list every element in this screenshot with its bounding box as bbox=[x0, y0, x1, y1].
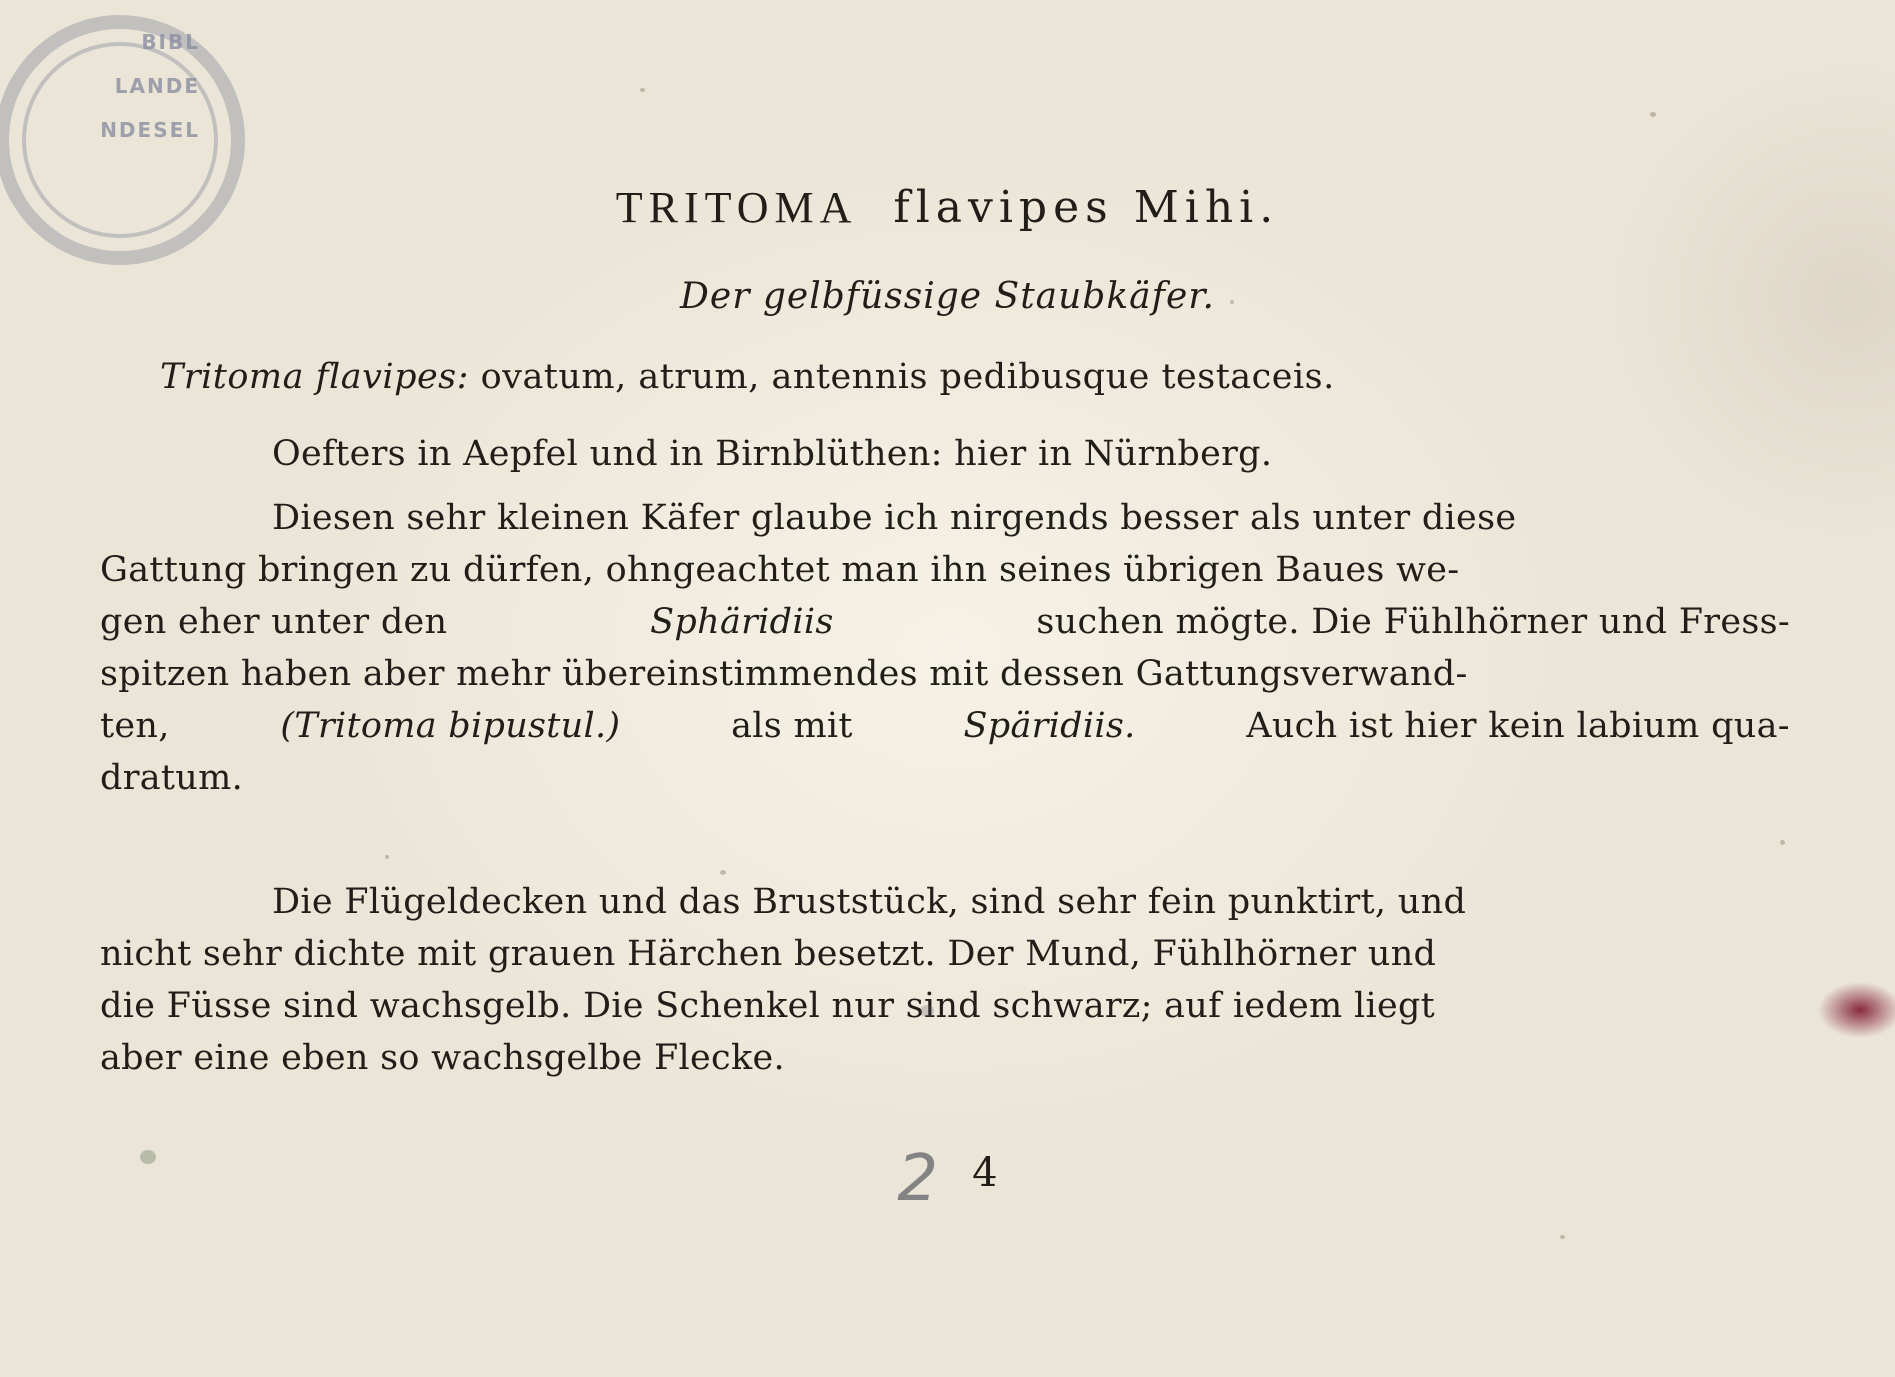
handwritten-number: 2 bbox=[897, 1142, 939, 1216]
stamp-line: NDESEL bbox=[100, 118, 200, 142]
text-line bbox=[100, 648, 1790, 700]
line-text: aber eine eben so wachsgelbe Flecke. bbox=[100, 1038, 785, 1078]
paper-speck bbox=[920, 1005, 934, 1017]
line-text: Gattung bringen zu dürfen, ohngeachtet man ihn seines übrigen Baues we- bbox=[100, 550, 1460, 590]
species-name: flavipes Mihi. bbox=[893, 182, 1280, 233]
diagnosis-description: ovatum, atrum, antennis pedibusque testaceis. bbox=[480, 357, 1335, 397]
taxon-name: Späridiis. bbox=[963, 706, 1136, 746]
line-text: die Füsse sind wachsgelb. Die Schenkel nur sind schwarz; auf iedem liegt bbox=[100, 986, 1436, 1026]
line-text: spitzen haben aber mehr übereinstimmendes mit dessen Gattungsverwand- bbox=[100, 654, 1468, 694]
text-line bbox=[100, 980, 1790, 1032]
paper-speck bbox=[1560, 1235, 1565, 1239]
text-line bbox=[100, 544, 1790, 596]
diagnosis-line bbox=[160, 352, 1580, 402]
paper-speck bbox=[1650, 112, 1656, 117]
paper-speck bbox=[140, 1150, 156, 1164]
genus-name: TRITOMA bbox=[615, 183, 858, 232]
line-text-end: Auch ist hier kein labium qua- bbox=[1246, 706, 1790, 746]
paper-speck bbox=[1230, 300, 1234, 304]
line-text: Die Flügeldecken und das Bruststück, sind sehr fein punktirt, und bbox=[272, 882, 1467, 922]
locality-text: Oefters in Aepfel und in Birnblüthen: hier in Nürnberg. bbox=[272, 434, 1273, 474]
paper-speck bbox=[1780, 840, 1785, 845]
text-line bbox=[100, 752, 1790, 804]
species-heading bbox=[0, 178, 1895, 238]
printed-number: 4 bbox=[972, 1150, 998, 1196]
stamp-line: BIBL bbox=[141, 30, 200, 54]
diagnosis-name: Tritoma flavipes: bbox=[160, 357, 469, 397]
line-text-start: ten, bbox=[100, 706, 170, 746]
line-text: nicht sehr dichte mit grauen Härchen besetzt. Der Mund, Fühlhörner und bbox=[100, 934, 1437, 974]
stamp-line: LANDE bbox=[114, 74, 200, 98]
common-name: Der gelbfüssige Staubkäfer. bbox=[680, 276, 1215, 317]
line-text-mid: als mit bbox=[731, 706, 853, 746]
library-stamp-text bbox=[90, 20, 200, 152]
taxon-name: (Tritoma bipustul.) bbox=[280, 706, 621, 746]
locality-paragraph bbox=[100, 428, 1790, 480]
paper-speck bbox=[640, 88, 645, 92]
text-line bbox=[100, 596, 1790, 648]
morphology-paragraph bbox=[100, 876, 1790, 1084]
line-text: dratum. bbox=[100, 758, 244, 798]
text-line bbox=[100, 876, 1790, 928]
text-line bbox=[100, 700, 1790, 752]
text-line bbox=[100, 428, 1790, 480]
line-text-end: suchen mögte. Die Fühlhörner und Fress- bbox=[1036, 602, 1790, 642]
line-text: Diesen sehr kleinen Käfer glaube ich nirgends besser als unter diese bbox=[272, 498, 1517, 538]
description-paragraph bbox=[100, 492, 1790, 804]
line-text-start: gen eher unter den bbox=[100, 602, 448, 642]
page-number bbox=[0, 1142, 1895, 1216]
text-line bbox=[100, 928, 1790, 980]
text-line bbox=[100, 492, 1790, 544]
taxon-name: Sphäridiis bbox=[650, 602, 834, 642]
paper-speck bbox=[720, 870, 726, 875]
text-line bbox=[100, 1032, 1790, 1084]
paper-speck bbox=[385, 855, 389, 859]
